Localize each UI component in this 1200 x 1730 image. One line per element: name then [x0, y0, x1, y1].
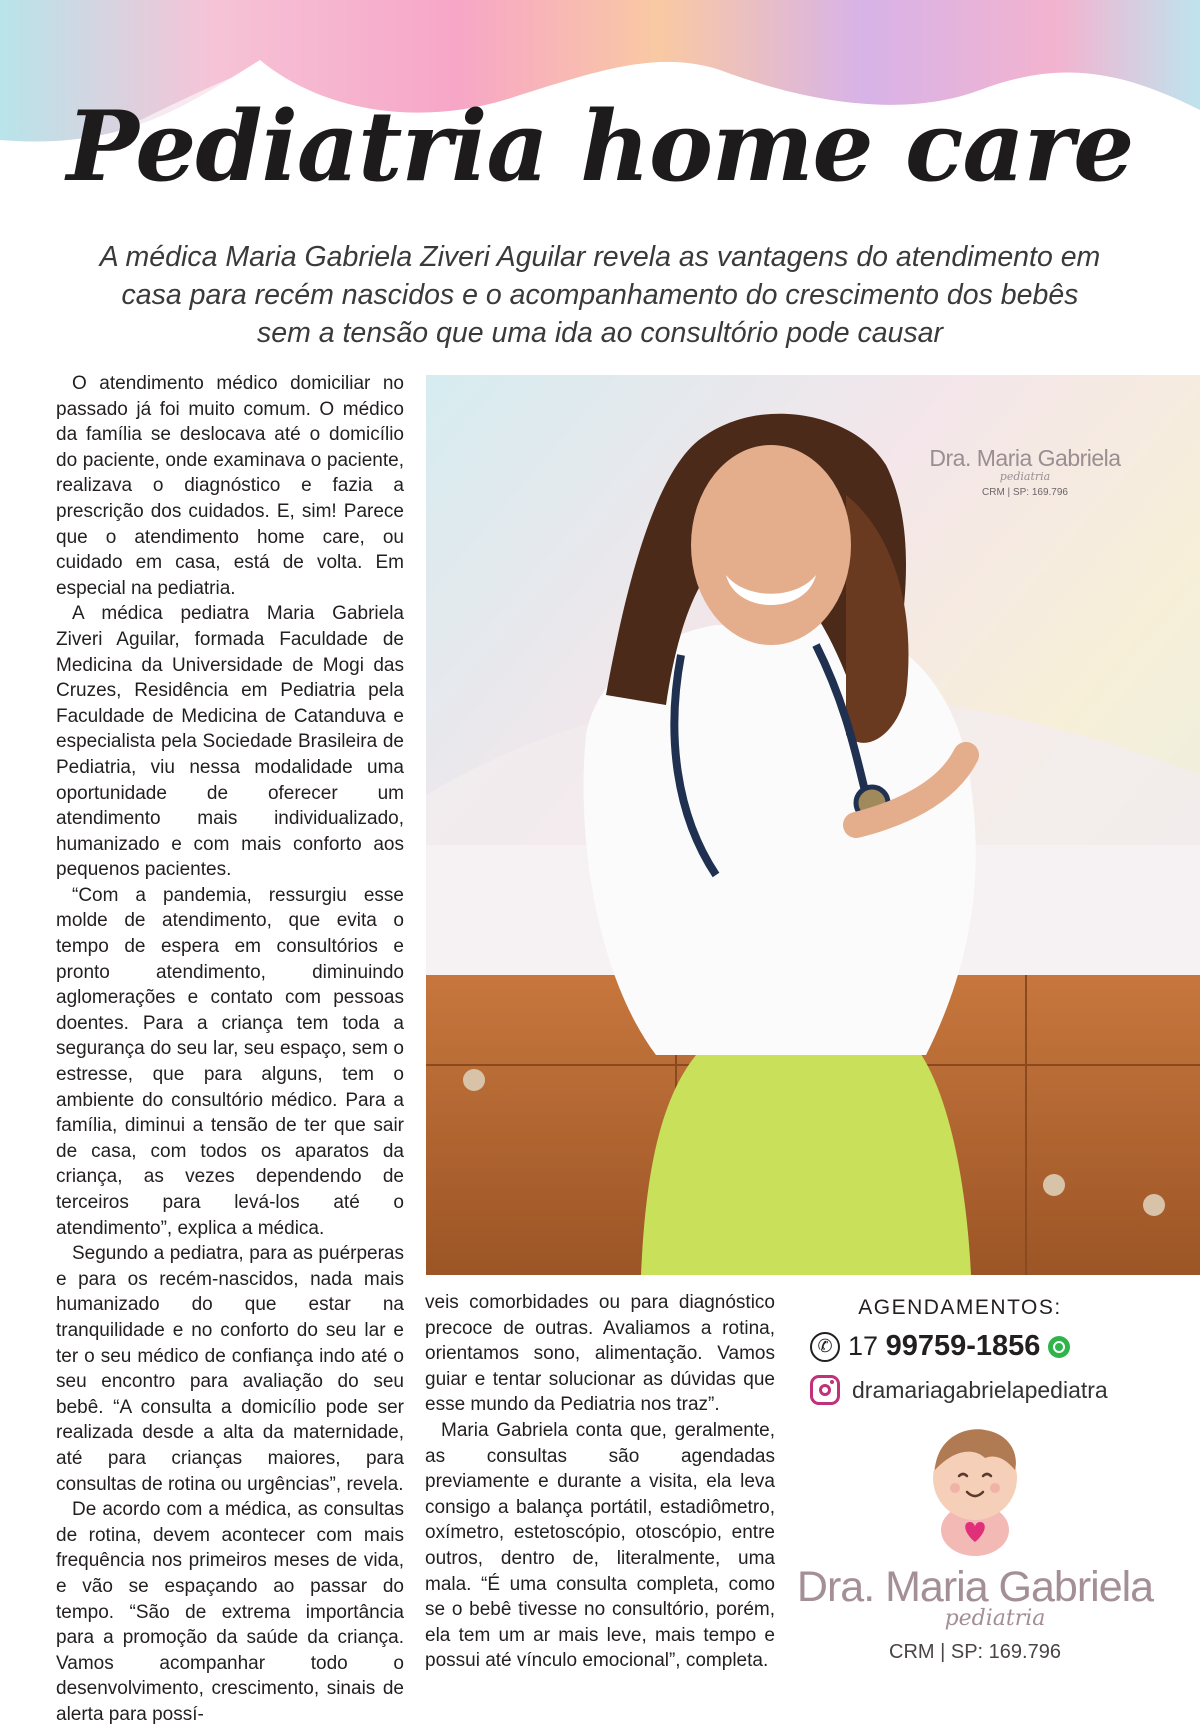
logo-name: Dra. Maria Gabriela: [796, 1563, 1154, 1611]
photo-brand-watermark: [900, 445, 1150, 498]
article-paragraph: O atendimento médico domiciliar no passado já foi muito comum. O médico da família se deslocava até o domicílio do paciente, onde examinava o paciente, realizava o diagnóstico e fazia a prescrição dos cuidados. E, sim! Parece que o atendimento home care, ou cuidado em casa, está de volta. Em especial na pediatria.: [56, 373, 404, 599]
photo-brand-crm: CRM | SP: 169.796: [982, 487, 1068, 498]
subtitle-line: sem a tensão que uma ida ao consultório pode causar: [256, 317, 944, 349]
phone-digits: 99759-1856: [885, 1330, 1041, 1362]
article-paragraph: Segundo a pediatra, para as puérperas e para os recém-nascidos, nada mais humanizado do que estar na tranquilidade e no conforto do seu lar e ter o seu médico de confiança indo até o seu encontro para avaliação do seu bebê. “A consulta a domicílio pode ser realizada desde a alta da maternidade, até para crianças maiores, para consultas de rotina ou urgências”, revela.: [56, 1243, 404, 1495]
instagram-handle[interactable]: dramariagabrielapediatra: [852, 1376, 1108, 1403]
page-title: Pediatria home care: [66, 90, 1134, 203]
article-paragraph: veis comorbidades ou para diagnóstico precoce de outras. Avaliamos a rotina, orientamos sono, alimentação. Vamos guiar e tentar solucionar as dúvidas que esse mundo da Pediatria nos traz”.: [425, 1292, 775, 1416]
photo-brand-sub: pediatria: [999, 470, 1051, 483]
phone-prefix: 17: [848, 1331, 879, 1361]
instagram-icon: [810, 1375, 840, 1405]
phone-row[interactable]: [800, 1330, 1170, 1363]
contact-title: AGENDAMENTOS:: [858, 1296, 1062, 1319]
doctor-photo: [426, 375, 1200, 1275]
article-column-middle: [425, 1290, 775, 1674]
instagram-row[interactable]: [800, 1375, 1170, 1405]
article-paragraph: “Com a pandemia, ressurgiu esse molde de atendimento, que evita o tempo de espera em consultórios e pronto atendimento, diminuindo aglomerações e contato com pessoas doentes. Para a criança tem toda a segurança do seu lar, seu espaço, sem o estresse, que para alguns, tem o ambiente do consultório médico. Para a família, diminui a tensão de ter que sair de casa, com todos os aparatos da criança, as vezes dependendo de terceiros para levá-los até o atendimento”, explica a médica.: [56, 884, 404, 1239]
article-subtitle: [60, 238, 1140, 352]
logo-crm: CRM | SP: 169.796: [889, 1641, 1061, 1663]
logo-sub: pediatria: [944, 1606, 1046, 1631]
baby-logo-icon: [915, 1418, 1035, 1558]
article-paragraph: A médica pediatra Maria Gabriela Ziveri Aguilar, formada Faculdade de Medicina da Universidade de Mogi das Cruzes, Residência em Pediatria pela Faculdade de Medicina de Catanduva e especialista pela Sociedade Brasileira de Pediatria, viu nessa modalidade uma oportunidade de oferecer um atendimento mais individualizado, humanizado e com mais conforto aos pequenos pacientes.: [56, 603, 404, 881]
photo-brand-name: Dra. Maria Gabriela: [929, 445, 1121, 471]
brand-logo: [790, 1418, 1160, 1664]
contact-box: [800, 1296, 1170, 1405]
article-column-left: [56, 371, 404, 1727]
subtitle-line: casa para recém nascidos e o acompanhamento do crescimento dos bebês: [121, 279, 1079, 311]
subtitle-line: A médica Maria Gabriela Ziveri Aguilar revela as vantagens do atendimento em: [99, 241, 1101, 273]
article-paragraph: Maria Gabriela conta que, geralmente, as consultas são agendadas previamente e durante a visita, ela leva consigo a balança portátil, estadiômetro, oxímetro, estetoscópio, otoscópio, entre outros, dentro de, literalmente, uma mala. “É uma consulta completa, como se o bebê tivesse no consultório, porém, ela tem um ar mais leve, mais tempo e possui até vínculo emocional”, completa.: [425, 1419, 775, 1672]
phone-icon: ✆: [810, 1332, 840, 1362]
article-paragraph: De acordo com a médica, as consultas de rotina, devem acontecer com mais frequência nos primeiros meses de vida, e vão se espaçando ao passar do tempo. “São de extrema importância para a promoção da saúde da criança. Vamos acompanhar todo o desenvolvimento, crescimento, sinais de alerta para possí-: [56, 1499, 404, 1725]
whatsapp-icon: [1048, 1336, 1070, 1358]
phone-number[interactable]: [848, 1330, 1040, 1363]
